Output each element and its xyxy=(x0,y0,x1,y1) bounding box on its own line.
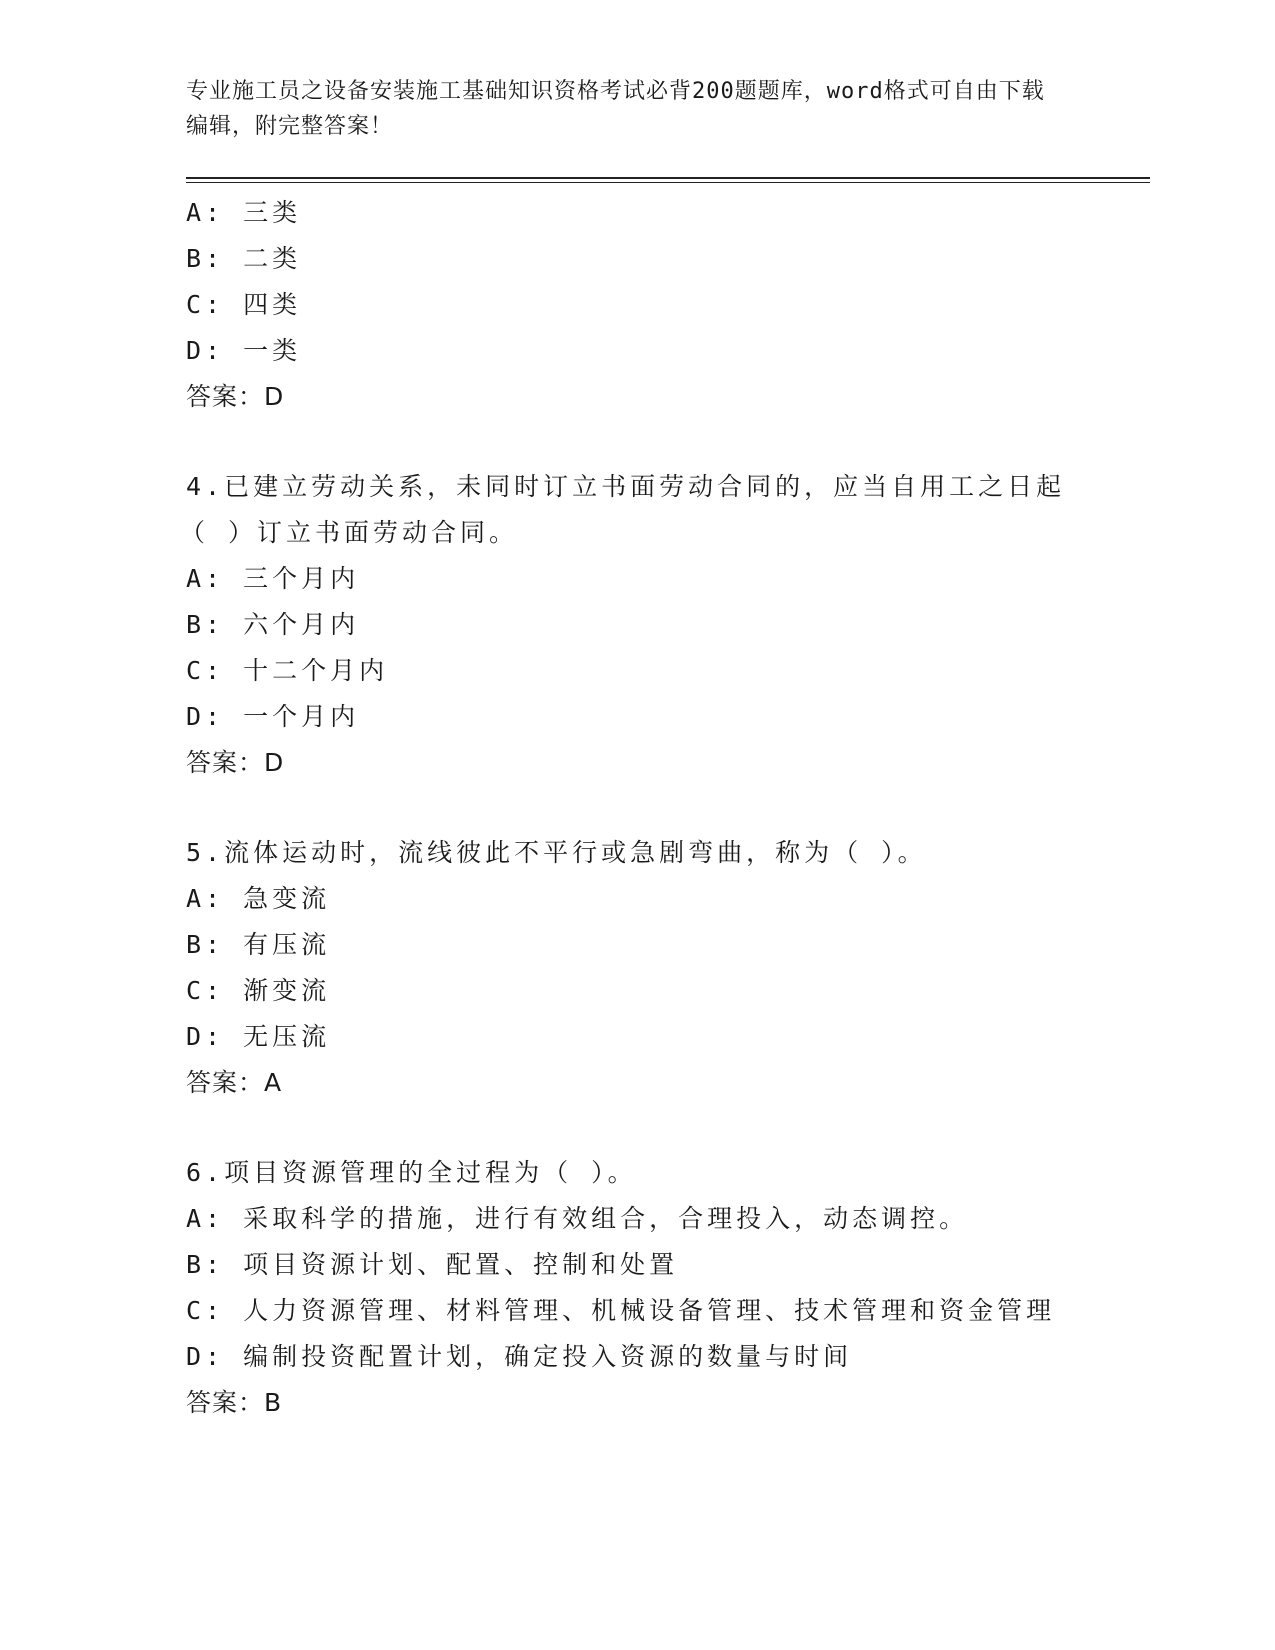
option-a: A: 三个月内 xyxy=(186,564,360,593)
option-c: C: 人力资源管理、材料管理、机械设备管理、技术管理和资金管理 xyxy=(186,1296,1056,1325)
question-block xyxy=(186,830,1146,1106)
answer: 答案：A xyxy=(186,1068,283,1097)
question-stem: 6.项目资源管理的全过程为（ ）。 xyxy=(186,1158,637,1187)
option-b: B: 二类 xyxy=(186,244,302,273)
question-stem: 5.流体运动时，流线彼此不平行或急剧弯曲，称为（ ）。 xyxy=(186,838,927,867)
option-d: D: 一类 xyxy=(186,336,302,365)
question-stem: 4.已建立劳动关系，未同时订立书面劳动合同的，应当自用工之日起 xyxy=(186,472,1066,501)
option-b: B: 项目资源计划、配置、控制和处置 xyxy=(186,1250,679,1279)
option-a: A: 急变流 xyxy=(186,884,331,913)
spacer xyxy=(186,420,1146,464)
header-rule-thin xyxy=(186,182,1150,183)
answer: 答案：B xyxy=(186,1388,283,1417)
answer: 答案：D xyxy=(186,382,285,411)
option-d: D: 编制投资配置计划，确定投入资源的数量与时间 xyxy=(186,1342,853,1371)
option-c: C: 十二个月内 xyxy=(186,656,389,685)
option-c: C: 四类 xyxy=(186,290,302,319)
question-block xyxy=(180,464,1146,786)
option-b: B: 有压流 xyxy=(186,930,331,959)
question-block xyxy=(186,190,1146,420)
document-header xyxy=(186,74,1066,144)
spacer xyxy=(186,1106,1146,1150)
question-list xyxy=(180,190,1146,1426)
answer: 答案：D xyxy=(186,748,285,777)
option-d: D: 一个月内 xyxy=(186,702,360,731)
question-block xyxy=(186,1150,1146,1426)
option-b: B: 六个月内 xyxy=(186,610,360,639)
option-c: C: 渐变流 xyxy=(186,976,331,1005)
option-a: A: 三类 xyxy=(186,198,302,227)
header-title: 专业施工员之设备安装施工基础知识资格考试必背200题题库，word格式可自由下载编辑，附完整答案！ xyxy=(186,79,1045,139)
header-rule-thick xyxy=(186,177,1150,179)
spacer xyxy=(186,786,1146,830)
option-d: D: 无压流 xyxy=(186,1022,331,1051)
question-stem-continued: （ ）订立书面劳动合同。 xyxy=(180,518,519,547)
option-a: A: 采取科学的措施，进行有效组合，合理投入，动态调控。 xyxy=(186,1204,969,1233)
